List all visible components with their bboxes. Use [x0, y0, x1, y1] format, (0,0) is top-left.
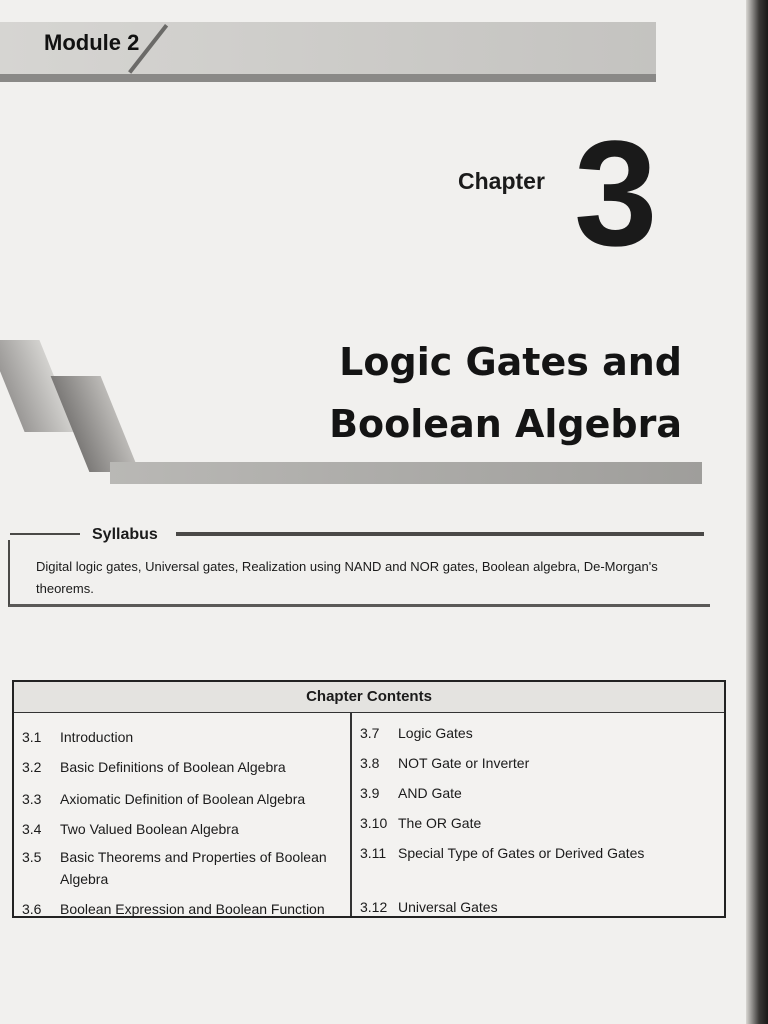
- item-title: Two Valued Boolean Algebra: [60, 821, 239, 837]
- syllabus-label: Syllabus: [92, 526, 158, 543]
- chapter-contents-title: Chapter Contents: [14, 682, 724, 713]
- chapter-title-line-2: Boolean Algebra: [329, 402, 682, 446]
- chapter-number: 3: [574, 109, 658, 277]
- module-title: Module 2: [44, 30, 140, 55]
- item-title: Special Type of Gates or Derived Gates: [398, 845, 645, 861]
- syllabus-rule: [176, 532, 704, 536]
- chapter-title-line-1: Logic Gates and: [339, 340, 682, 384]
- syllabus-rule-left: [10, 533, 80, 535]
- chapter-contents-table: [12, 680, 726, 918]
- syllabus-text: Digital logic gates, Universal gates, Realization using NAND and NOR gates, Boolean algebra, De-Morgan's theorems.: [36, 559, 658, 596]
- item-title: Boolean Expression and Boolean Function: [60, 901, 325, 917]
- item-title: Basic Definitions of Boolean Algebra: [60, 759, 286, 775]
- item-number: 3.8: [360, 755, 380, 771]
- item-number: 3.9: [360, 785, 380, 801]
- column-divider: [350, 712, 352, 916]
- item-number: 3.11: [360, 845, 387, 861]
- item-title: NOT Gate or Inverter: [398, 755, 530, 771]
- chapter-label: Chapter: [458, 168, 545, 194]
- item-number: 3.6: [22, 901, 42, 917]
- item-title: Universal Gates: [398, 899, 498, 915]
- page-edge: [746, 0, 768, 1024]
- item-title: Introduction: [60, 729, 134, 745]
- item-title: Axiomatic Definition of Boolean Algebra: [60, 791, 306, 807]
- item-number: 3.10: [360, 815, 388, 831]
- item-number: 3.12: [360, 899, 388, 915]
- item-title: Basic Theorems and Properties of Boolean Algebra: [60, 849, 327, 887]
- item-number: 3.5: [22, 849, 42, 865]
- title-underbar: [110, 462, 702, 484]
- item-number: 3.1: [22, 729, 42, 745]
- item-number: 3.7: [360, 725, 380, 741]
- item-title: Logic Gates: [398, 725, 473, 741]
- item-number: 3.4: [22, 821, 42, 837]
- item-number: 3.2: [22, 759, 42, 775]
- item-number: 3.3: [22, 791, 42, 807]
- item-title: AND Gate: [398, 785, 462, 801]
- item-title: The OR Gate: [398, 815, 482, 831]
